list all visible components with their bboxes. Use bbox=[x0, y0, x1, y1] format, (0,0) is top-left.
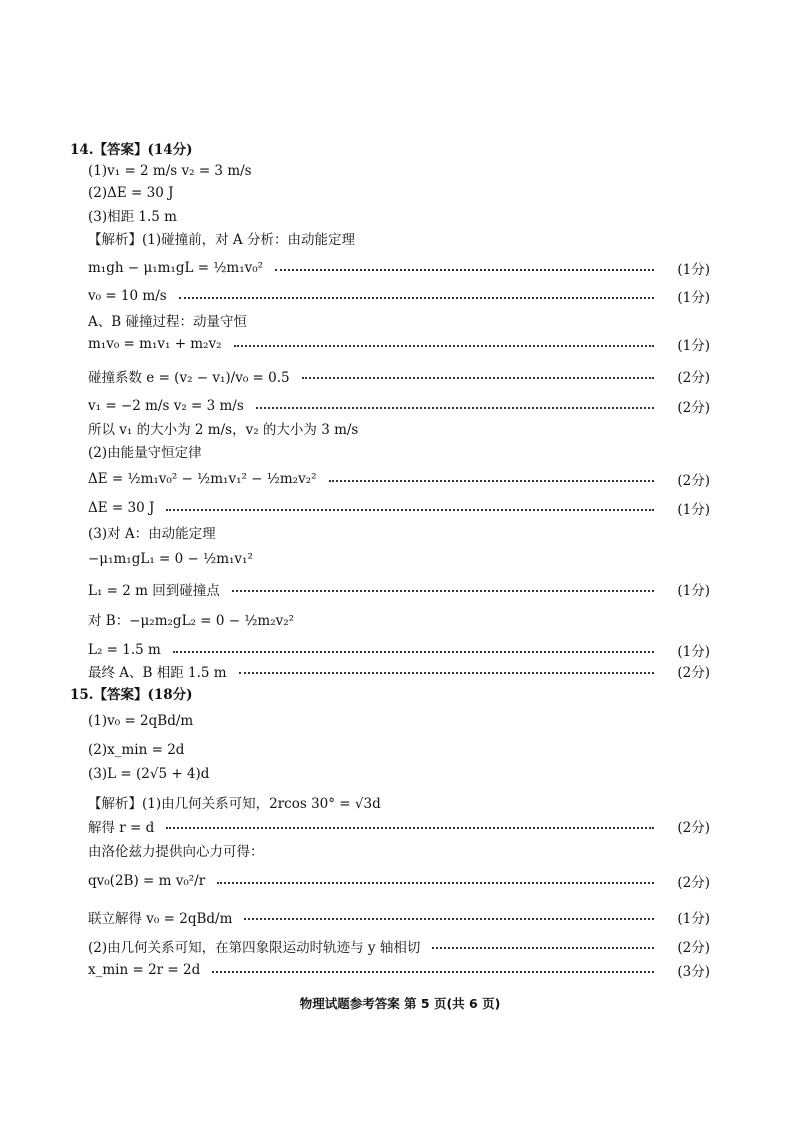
line-text: (3)L = (2√5 + 4)d bbox=[88, 766, 210, 782]
score-label: (1分) bbox=[677, 290, 710, 306]
text-line bbox=[0, 578, 800, 600]
score-label: (1分) bbox=[677, 502, 710, 518]
line-text: L₂ = 1.5 m bbox=[88, 642, 161, 658]
text-line bbox=[0, 763, 800, 785]
text-line bbox=[0, 285, 800, 307]
score-label: (1分) bbox=[677, 644, 710, 660]
leader-dots bbox=[166, 509, 654, 511]
text-line bbox=[0, 440, 800, 462]
leader-dots bbox=[329, 480, 654, 482]
text-line bbox=[0, 839, 800, 861]
score-label: (2分) bbox=[677, 940, 710, 956]
score-label: (1分) bbox=[677, 911, 710, 927]
leader-dots bbox=[432, 947, 654, 949]
score-label: (2分) bbox=[677, 665, 710, 681]
leader-dots bbox=[244, 918, 654, 920]
leader-dots bbox=[302, 377, 654, 379]
text-line bbox=[0, 959, 800, 981]
score-label: (2分) bbox=[677, 875, 710, 891]
line-text: 最终 A、B 相距 1.5 m bbox=[88, 665, 227, 681]
text-line bbox=[0, 417, 800, 439]
leader-dots bbox=[239, 672, 654, 674]
leader-dots bbox=[212, 971, 654, 973]
text-line bbox=[0, 309, 800, 331]
score-label: (3分) bbox=[677, 964, 710, 980]
text-line bbox=[0, 204, 800, 226]
text-line bbox=[0, 739, 800, 761]
leader-dots bbox=[166, 827, 654, 829]
line-text: (2)x_min = 2d bbox=[88, 742, 185, 758]
text-line bbox=[0, 333, 800, 355]
score-label: (1分) bbox=[677, 262, 710, 278]
line-text: x_min = 2r = 2d bbox=[88, 962, 201, 978]
score-label: (2分) bbox=[677, 820, 710, 836]
leader-dots bbox=[232, 590, 654, 592]
line-text: 【解析】(1)由几何关系可知，2rcos 30° = √3d bbox=[88, 796, 381, 812]
score-label: (1分) bbox=[677, 583, 710, 599]
score-label: (2分) bbox=[677, 473, 710, 489]
text-line bbox=[0, 227, 800, 249]
line-text: m₁gh − μ₁m₁gL = ½m₁v₀² bbox=[88, 260, 264, 276]
text-line bbox=[0, 815, 800, 837]
line-text: A、B 碰撞过程：动量守恒 bbox=[88, 314, 247, 330]
text-line bbox=[0, 548, 800, 570]
line-text: L₁ = 2 m 回到碰撞点 bbox=[88, 583, 220, 599]
line-text: 对 B：−μ₂m₂gL₂ = 0 − ½m₂v₂² bbox=[88, 613, 295, 629]
line-text: (2)由几何关系可知，在第四象限运动时轨迹与 y 轴相切 bbox=[88, 940, 421, 956]
line-text: (2)ΔE = 30 J bbox=[88, 185, 174, 201]
text-line bbox=[0, 137, 800, 159]
text-line bbox=[0, 906, 800, 928]
score-label: (2分) bbox=[677, 370, 710, 386]
line-text: 解得 r = d bbox=[88, 820, 155, 836]
text-line bbox=[0, 182, 800, 204]
score-label: (2分) bbox=[677, 400, 710, 416]
line-text: 碰撞系数 e = (v₂ − v₁)/v₀ = 0.5 bbox=[88, 370, 290, 386]
text-line bbox=[0, 160, 800, 182]
line-text: −μ₁m₁gL₁ = 0 − ½m₁v₁² bbox=[88, 551, 253, 567]
leader-dots bbox=[256, 407, 654, 409]
line-text: qv₀(2B) = m v₀²/r bbox=[88, 873, 206, 889]
text-line bbox=[0, 710, 800, 732]
text-line bbox=[0, 791, 800, 813]
text-line bbox=[0, 660, 800, 682]
line-text: (1)v₁ = 2 m/s v₂ = 3 m/s bbox=[88, 163, 252, 179]
line-text: ΔE = ½m₁v₀² − ½m₁v₁² − ½m₂v₂² bbox=[88, 471, 317, 487]
text-line bbox=[0, 608, 800, 630]
text-line bbox=[0, 935, 800, 957]
score-label: (1分) bbox=[677, 338, 710, 354]
line-text: m₁v₀ = m₁v₁ + m₂v₂ bbox=[88, 336, 222, 352]
text-line bbox=[0, 365, 800, 387]
line-text: (1)v₀ = 2qBd/m bbox=[88, 713, 194, 729]
line-text: 所以 v₁ 的大小为 2 m/s，v₂ 的大小为 3 m/s bbox=[88, 422, 359, 438]
line-text: ΔE = 30 J bbox=[88, 500, 155, 516]
line-text: v₁ = −2 m/s v₂ = 3 m/s bbox=[88, 398, 244, 414]
text-line bbox=[0, 870, 800, 892]
line-text: 由洛伦兹力提供向心力可得： bbox=[88, 844, 264, 860]
text-line bbox=[0, 468, 800, 490]
leader-dots bbox=[234, 345, 654, 347]
text-line bbox=[0, 257, 800, 279]
line-text: (2)由能量守恒定律 bbox=[88, 445, 202, 461]
line-text: (3)相距 1.5 m bbox=[88, 209, 177, 225]
line-text: 15.【答案】(18分) bbox=[70, 687, 193, 703]
text-line bbox=[0, 639, 800, 661]
text-line bbox=[0, 521, 800, 543]
leader-dots bbox=[217, 882, 654, 884]
leader-dots bbox=[173, 651, 654, 653]
leader-dots bbox=[275, 269, 654, 271]
text-line bbox=[0, 395, 800, 417]
line-text: 联立解得 v₀ = 2qBd/m bbox=[88, 911, 233, 927]
text-line bbox=[0, 682, 800, 704]
line-text: 【解析】(1)碰撞前，对 A 分析：由动能定理 bbox=[88, 232, 355, 248]
page-footer: 物理试题参考答案 第 5 页(共 6 页) bbox=[299, 996, 501, 1011]
line-text: v₀ = 10 m/s bbox=[88, 288, 167, 304]
leader-dots bbox=[179, 297, 654, 299]
line-text: (3)对 A：由动能定理 bbox=[88, 526, 216, 542]
line-text: 14.【答案】(14分) bbox=[70, 142, 193, 158]
text-line bbox=[0, 497, 800, 519]
